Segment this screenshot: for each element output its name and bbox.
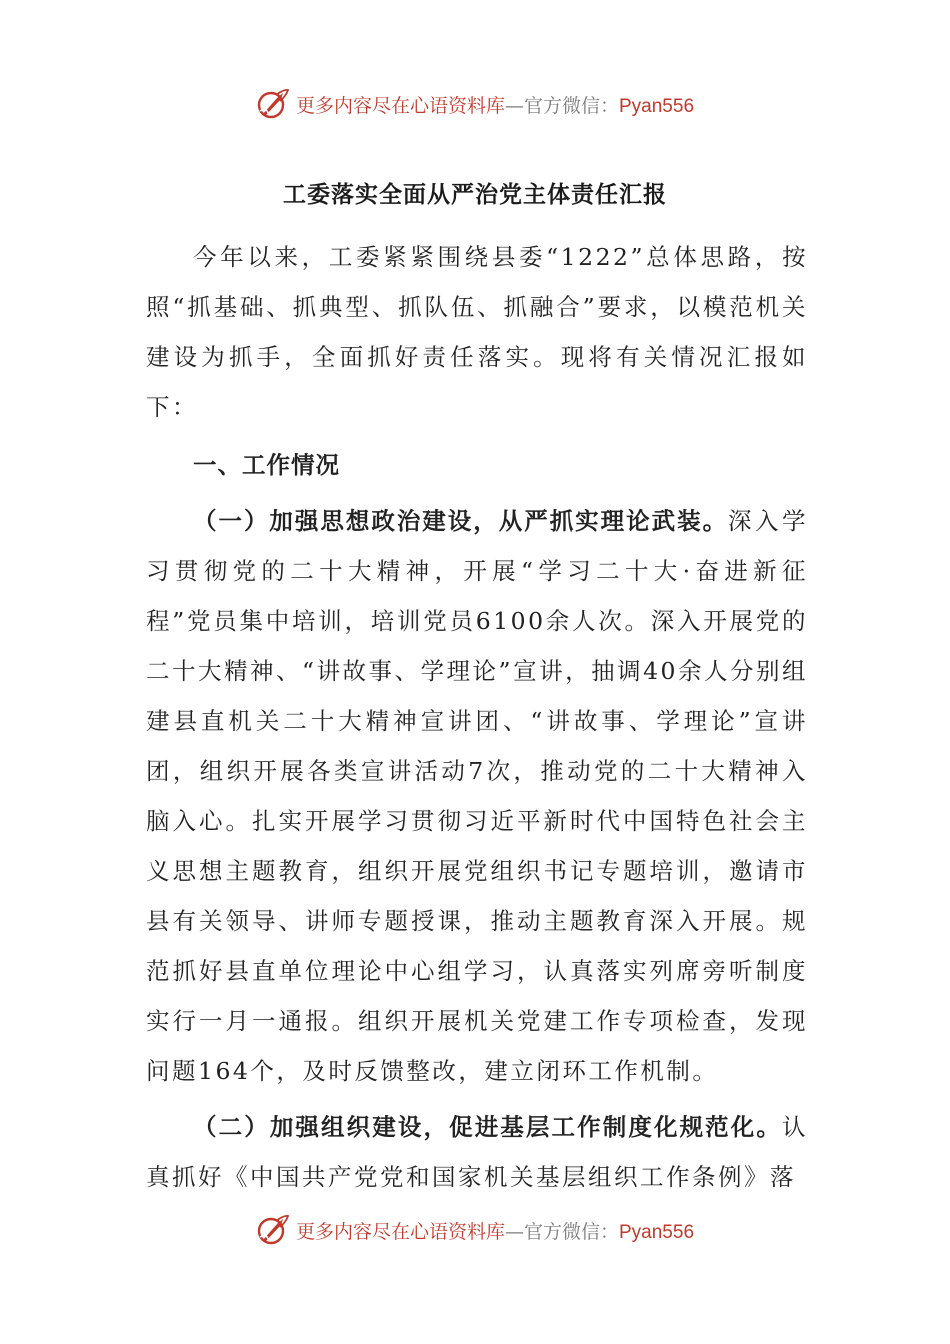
watermark-wechat-label: 官方微信：: [523, 1220, 619, 1243]
section-heading-work-status: 一、工作情况: [193, 451, 340, 479]
subsection-1-text: 深入学习贯彻党的二十大精神，开展“学习二十大·奋进新征程”党员集中培训，培训党员6100余人次。深入开展党的二十大精神、“讲故事、学理论”宣讲，抽调40余人分别组建县直机关二十大精神宣讲团、“讲故事、学理论”宣讲团，组织开展各类宣讲活动7次，推动党的二十大精神入脑入心。扎实开展学习贯彻习近平新时代中国特色社会主义思想主题教育，组织开展党组织书记专题培训，邀请市县有关领导、讲师专题授课，推动主题教育深入开展。规范抓好县直单位理论中心组学习，认真落实列席旁听制度实行一月一通报。组织开展机关党建工作专项检查，发现问题164个，及时反馈整改，建立闭环工作机制。: [146, 507, 809, 1085]
watermark-separator: —: [504, 94, 524, 117]
watermark-separator: —: [504, 1220, 524, 1243]
watermark-wechat-label: 官方微信：: [523, 94, 619, 117]
watermark-text: [296, 1217, 694, 1244]
watermark-banner-top: [0, 84, 950, 124]
subsection-1-paragraph: [146, 496, 808, 1096]
subsection-1-lead: （一）加强思想政治建设，从严抓实理论武装。: [193, 507, 729, 535]
subsection-2-text: 认真抓好《中国共产党党和国家机关基层组织工作条例》落: [146, 1113, 808, 1191]
watermark-wechat-id: Pyan556: [619, 1221, 695, 1243]
document-body: [146, 232, 808, 1202]
subsection-2-paragraph: [146, 1102, 808, 1202]
subsection-2-lead: （二）加强组织建设，促进基层工作制度化规范化。: [193, 1113, 782, 1141]
pen-quill-logo-icon: [256, 87, 290, 121]
watermark-banner-bottom: [0, 1210, 950, 1250]
intro-paragraph: 今年以来，工委紧紧围绕县委“1222”总体思路，按照“抓基础、抓典型、抓队伍、抓融合”要求，以模范机关建设为抓手，全面抓好责任落实。现将有关情况汇报如下：: [146, 243, 808, 421]
watermark-library-text: 更多内容尽在心语资料库: [295, 1220, 505, 1243]
document-title: 工委落实全面从严治党主体责任汇报: [283, 181, 667, 208]
watermark-wechat-id: Pyan556: [619, 95, 695, 117]
pen-quill-logo-icon: [256, 1213, 290, 1247]
watermark-library-text: 更多内容尽在心语资料库: [295, 94, 505, 117]
watermark-text: [296, 91, 694, 118]
